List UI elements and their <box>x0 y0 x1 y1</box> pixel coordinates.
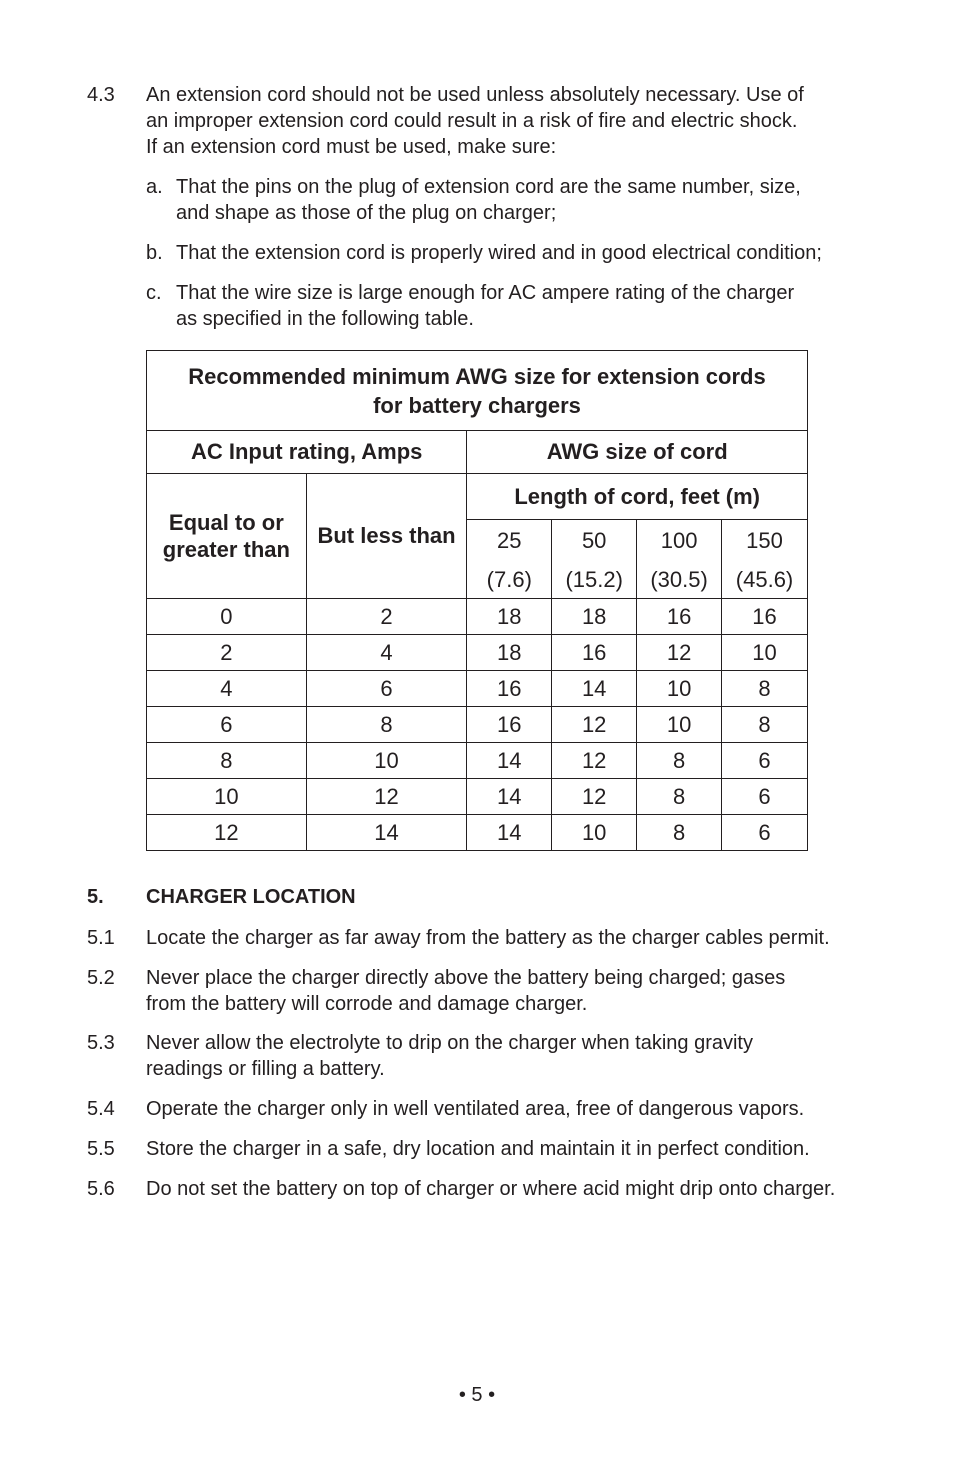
item-5-6-text <box>146 1176 876 1202</box>
table-cell: 0 <box>147 599 307 635</box>
table-cell: 16 <box>552 635 637 671</box>
table-cell: 18 <box>467 635 552 671</box>
table-cell: 6 <box>306 671 467 707</box>
page-number: • 5 • <box>458 1384 496 1406</box>
awg-size-header: AWG size of cord <box>467 431 808 474</box>
table-title <box>147 351 808 431</box>
table-cell: 10 <box>306 743 467 779</box>
table-cell: 6 <box>147 707 307 743</box>
table-title-line: for battery chargers <box>373 392 581 418</box>
table-cell: 8 <box>306 707 467 743</box>
table-cell: 14 <box>467 743 552 779</box>
table-cell: 8 <box>147 743 307 779</box>
sub-item-line: as specified in the following table. <box>176 308 474 330</box>
table-cell: 10 <box>722 635 808 671</box>
item-number-4-3: 4.3 <box>87 84 115 106</box>
item-4-3-line: If an extension cord must be used, make sure: <box>146 136 557 158</box>
table-cell: 4 <box>147 671 307 707</box>
item-number: 5.1 <box>87 927 115 949</box>
col-header-equal-or-greater <box>147 474 307 599</box>
table-cell: 14 <box>467 779 552 815</box>
table-title-line: Recommended minimum AWG size for extension cords <box>188 363 766 389</box>
section-number-5: 5. <box>87 886 104 908</box>
table-cell: 18 <box>467 599 552 635</box>
length-ft: 150 <box>722 520 808 563</box>
table-cell: 8 <box>722 707 808 743</box>
table-cell: 4 <box>306 635 467 671</box>
table-cell: 12 <box>306 779 467 815</box>
sub-item-line: That the pins on the plug of extension cord are the same number, size, <box>176 176 801 198</box>
awg-table-body <box>147 599 808 851</box>
col-header-line: greater than <box>162 537 290 562</box>
item-5-2-text <box>146 965 876 1017</box>
length-m: (7.6) <box>467 562 552 599</box>
table-cell: 16 <box>722 599 808 635</box>
table-cell: 8 <box>722 671 808 707</box>
item-line: Locate the charger as far away from the battery as the charger cables permit. <box>146 927 830 949</box>
table-row <box>147 707 808 743</box>
table-cell: 2 <box>306 599 467 635</box>
length-m: (45.6) <box>722 562 808 599</box>
table-cell: 18 <box>552 599 637 635</box>
sub-item-letter: c. <box>146 282 162 304</box>
table-cell: 8 <box>637 743 722 779</box>
item-line: Store the charger in a safe, dry location and maintain it in perfect condition. <box>146 1138 810 1160</box>
ac-input-header: AC Input rating, Amps <box>147 431 467 474</box>
item-number: 5.5 <box>87 1138 115 1160</box>
sub-item-letter: b. <box>146 242 163 264</box>
table-cell: 6 <box>722 779 808 815</box>
table-cell: 2 <box>147 635 307 671</box>
item-line: Do not set the battery on top of charger or where acid might drip onto charger. <box>146 1178 836 1200</box>
item-line: Operate the charger only in well ventilated area, free of dangerous vapors. <box>146 1098 805 1120</box>
table-cell: 16 <box>467 707 552 743</box>
table-cell: 14 <box>552 671 637 707</box>
sub-item-line: That the extension cord is properly wired and in good electrical condition; <box>176 242 822 264</box>
table-cell: 10 <box>637 707 722 743</box>
item-line: from the battery will corrode and damage charger. <box>146 993 588 1015</box>
length-header: Length of cord, feet (m) <box>467 474 808 520</box>
item-number: 5.6 <box>87 1178 115 1200</box>
col-header-less-than: But less than <box>306 474 467 599</box>
length-ft: 25 <box>467 520 552 563</box>
item-5-5-text <box>146 1136 876 1162</box>
item-number: 5.3 <box>87 1032 115 1054</box>
table-cell: 12 <box>147 815 307 851</box>
item-5-1-text <box>146 925 876 951</box>
item-line: Never allow the electrolyte to drip on the charger when taking gravity <box>146 1032 753 1054</box>
table-cell: 16 <box>637 599 722 635</box>
length-ft: 50 <box>552 520 637 563</box>
table-cell: 12 <box>552 743 637 779</box>
sub-item-letter: a. <box>146 176 163 198</box>
table-row <box>147 599 808 635</box>
sub-item-line: and shape as those of the plug on charger; <box>176 202 557 224</box>
table-cell: 6 <box>722 743 808 779</box>
sub-item-a <box>146 174 876 226</box>
table-cell: 8 <box>637 815 722 851</box>
sub-item-c <box>146 280 876 332</box>
item-line: readings or filling a battery. <box>146 1058 385 1080</box>
table-cell: 10 <box>552 815 637 851</box>
item-number: 5.4 <box>87 1098 115 1120</box>
table-row <box>147 635 808 671</box>
col-header-line: Equal to or <box>168 510 284 535</box>
table-cell: 12 <box>552 779 637 815</box>
table-row <box>147 815 808 851</box>
table-row <box>147 671 808 707</box>
table-row <box>147 743 808 779</box>
item-4-3-line: an improper extension cord could result in a risk of fire and electric shock. <box>146 110 798 132</box>
item-line: Never place the charger directly above the battery being charged; gases <box>146 967 786 989</box>
item-5-3-text <box>146 1030 876 1082</box>
table-cell: 8 <box>637 779 722 815</box>
sub-item-b <box>146 240 876 266</box>
table-row <box>147 779 808 815</box>
length-m: (30.5) <box>637 562 722 599</box>
item-number: 5.2 <box>87 967 115 989</box>
table-cell: 10 <box>147 779 307 815</box>
length-ft: 100 <box>637 520 722 563</box>
length-m: (15.2) <box>552 562 637 599</box>
item-4-3-line: An extension cord should not be used unless absolutely necessary. Use of <box>146 84 804 106</box>
table-cell: 14 <box>467 815 552 851</box>
table-cell: 6 <box>722 815 808 851</box>
item-5-4-text <box>146 1096 876 1122</box>
table-cell: 10 <box>637 671 722 707</box>
sub-item-line: That the wire size is large enough for AC ampere rating of the charger <box>176 282 795 304</box>
table-cell: 16 <box>467 671 552 707</box>
awg-table <box>146 350 808 851</box>
table-cell: 14 <box>306 815 467 851</box>
item-4-3-text <box>146 82 876 160</box>
section-heading: CHARGER LOCATION <box>146 886 356 908</box>
table-cell: 12 <box>637 635 722 671</box>
table-cell: 12 <box>552 707 637 743</box>
